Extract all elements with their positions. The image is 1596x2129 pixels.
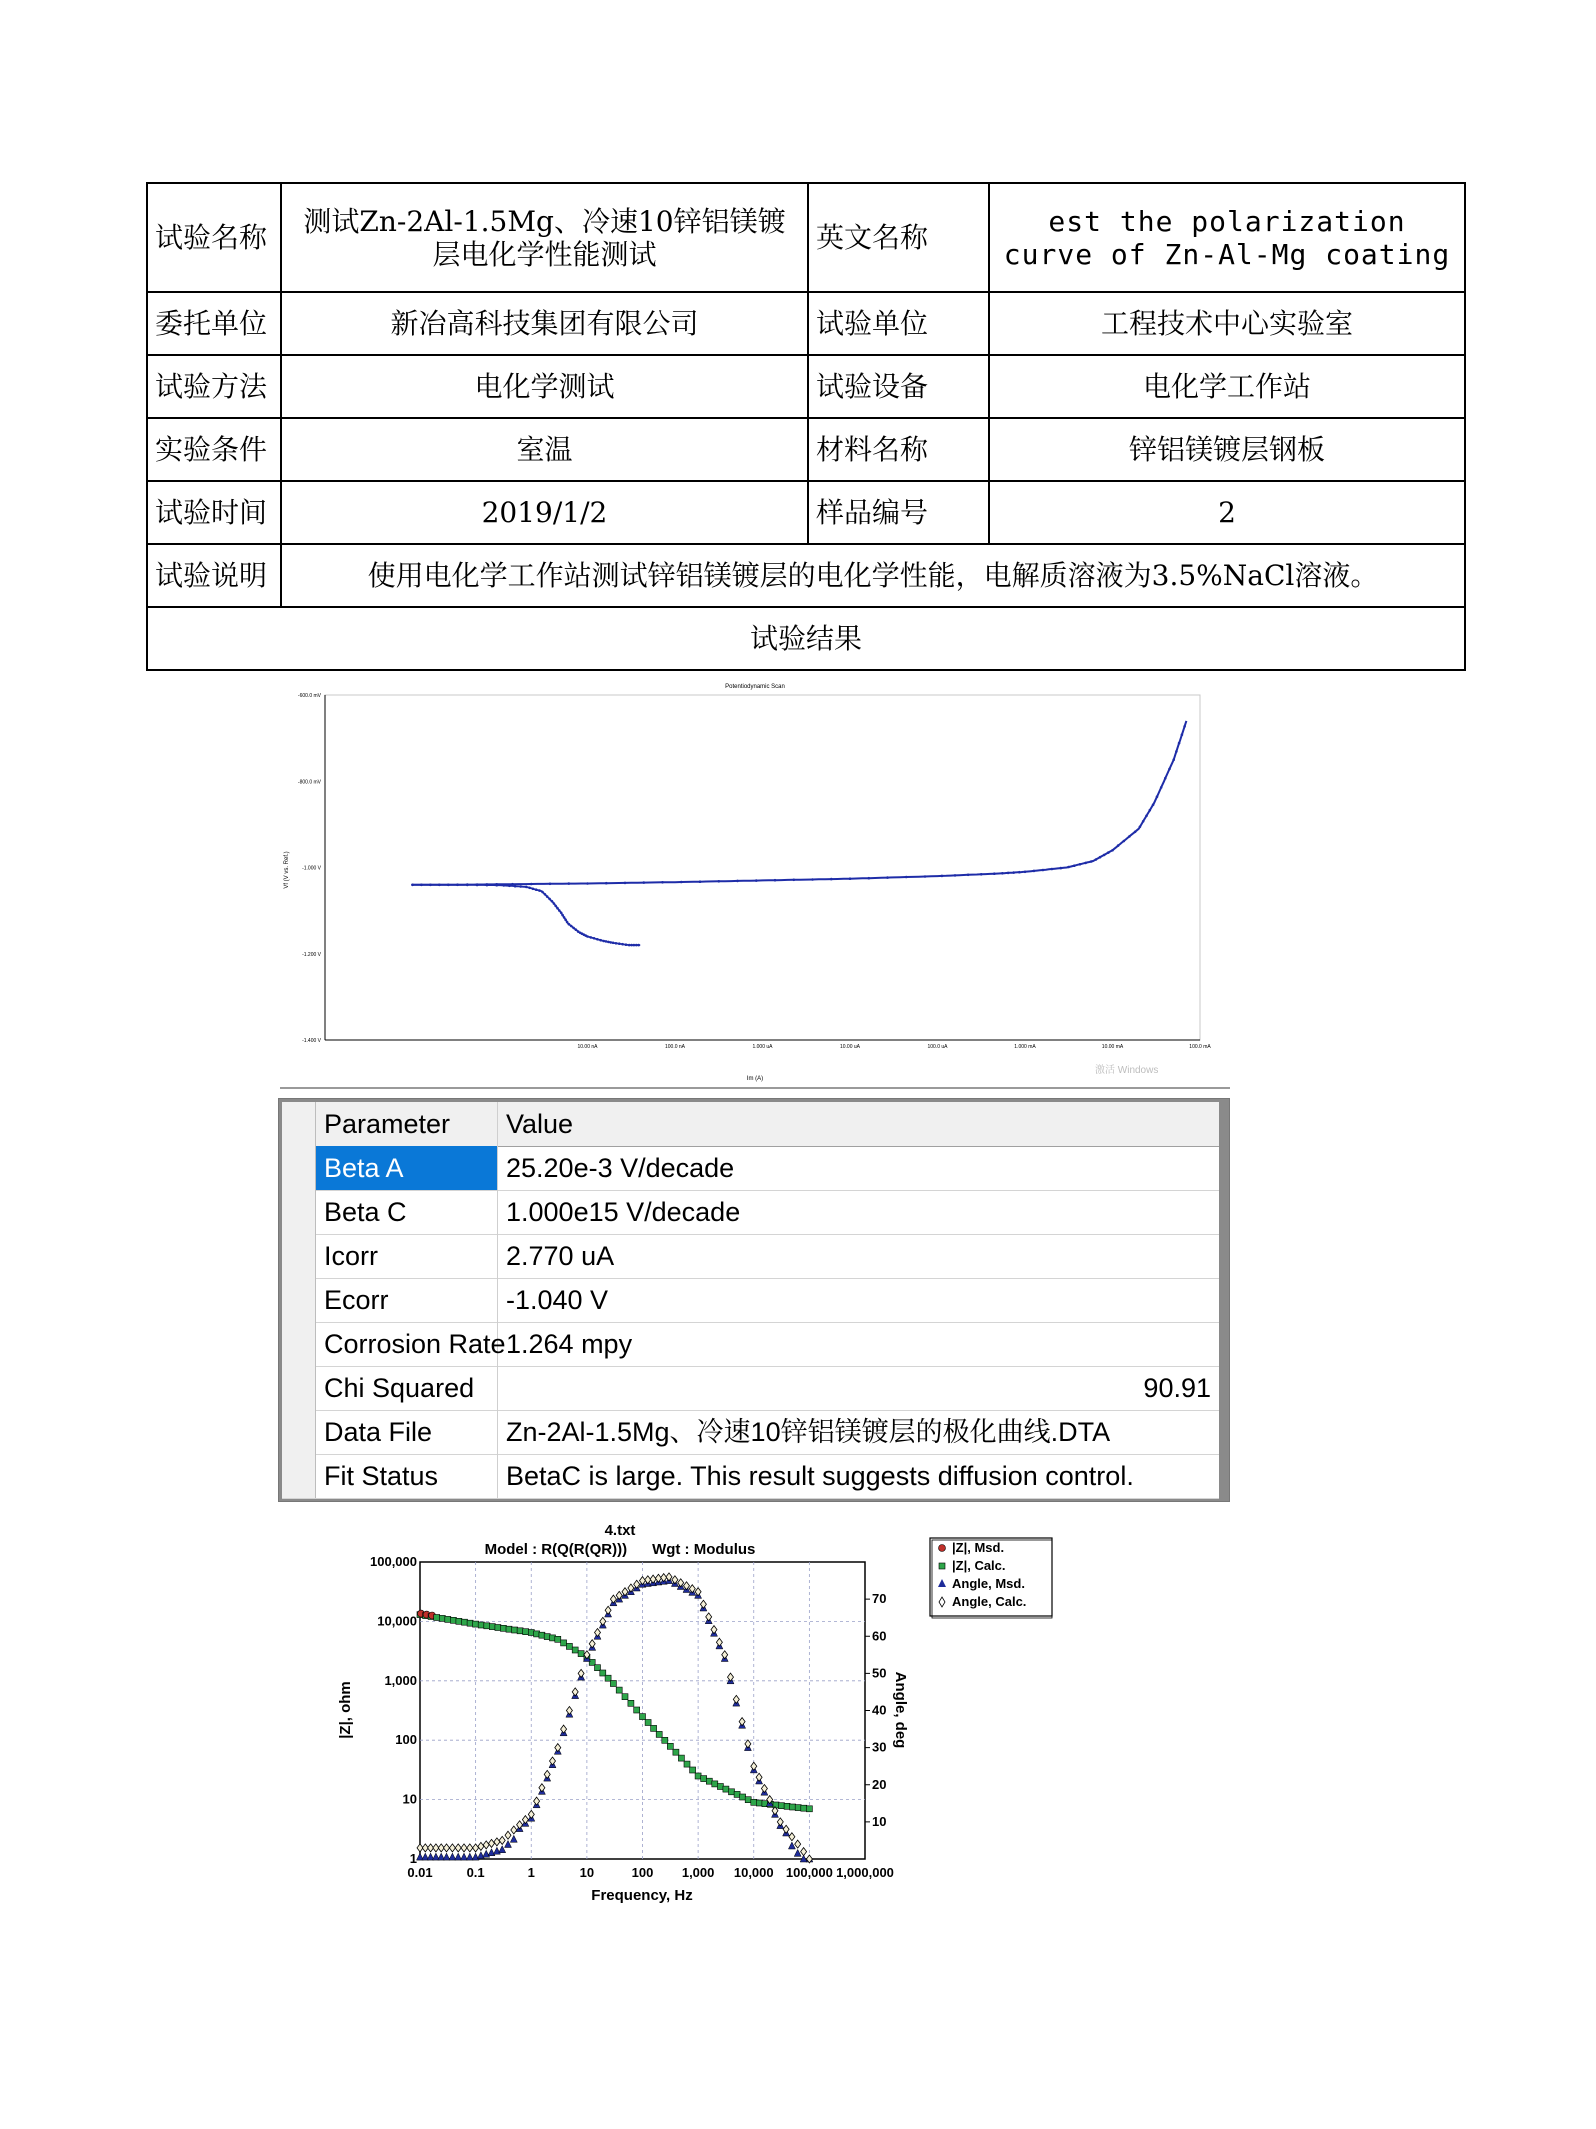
row-selector[interactable]	[282, 1410, 316, 1454]
y-tick-label: 100	[395, 1732, 417, 1748]
z-calc-point	[456, 1618, 462, 1624]
info-value: 电化学测试	[281, 355, 808, 418]
parameter-value[interactable]: -1.040 V	[506, 1285, 609, 1315]
z-calc-point	[790, 1804, 796, 1810]
z-calc-point	[678, 1755, 684, 1761]
y2-tick-label: 70	[872, 1591, 887, 1607]
grid-row[interactable]	[282, 1190, 1219, 1235]
info-row	[147, 183, 1465, 292]
z-calc-point	[445, 1616, 451, 1622]
x-tick-label: 100.0 nA	[664, 1044, 686, 1050]
z-calc-point	[784, 1803, 790, 1809]
header-value[interactable]: Value	[498, 1102, 1219, 1146]
parameter-name[interactable]: Corrosion Rate	[316, 1322, 498, 1366]
row-selector[interactable]	[282, 1366, 316, 1410]
z-calc-point	[734, 1791, 740, 1797]
x-tick-label: 100.0 mA	[1189, 1044, 1211, 1050]
info-label: 样品编号	[808, 481, 989, 544]
data-point	[1107, 851, 1110, 854]
data-point	[568, 882, 571, 885]
data-point	[1152, 803, 1155, 806]
data-point	[572, 927, 575, 930]
x-tick-label: 10	[579, 1865, 595, 1880]
data-point	[541, 891, 544, 894]
x-tick-label: 1,000,000	[836, 1865, 894, 1880]
data-point	[535, 888, 538, 891]
data-point	[411, 884, 414, 887]
data-point	[941, 875, 944, 878]
parameter-value[interactable]: 1.264 mpy	[506, 1329, 633, 1359]
data-point	[628, 944, 631, 947]
info-row	[147, 418, 1465, 481]
data-point	[514, 885, 517, 888]
data-point	[980, 873, 983, 876]
data-point	[551, 900, 554, 903]
y2-tick-label: 10	[872, 1813, 887, 1829]
info-value: 工程技术中心实验室	[989, 292, 1465, 355]
y-tick-label: -800.0 mV	[297, 779, 321, 786]
z-calc-point	[517, 1628, 523, 1634]
z-calc-point	[640, 1714, 646, 1720]
chart-title: Potentiodynamic Scan	[725, 684, 785, 690]
legend-symbol	[939, 1545, 946, 1552]
data-point	[615, 942, 618, 945]
parameter-value[interactable]: 1.000e15 V/decade	[506, 1197, 741, 1227]
y-tick-label: 1	[409, 1851, 417, 1866]
y-tick-label: -1.000 V	[302, 865, 321, 872]
z-calc-point	[684, 1761, 690, 1767]
z-calc-point	[434, 1615, 440, 1621]
y2-tick-label: 20	[872, 1776, 887, 1792]
data-point	[621, 943, 624, 946]
chart-title: 4.txt	[604, 1522, 636, 1539]
z-calc-point	[484, 1623, 490, 1629]
z-calc-point	[523, 1629, 529, 1635]
data-point	[602, 940, 605, 943]
info-row	[147, 292, 1465, 355]
y-tick-label: -1.400 V	[302, 1038, 321, 1044]
z-calc-point	[717, 1784, 723, 1790]
z-calc-point	[751, 1799, 757, 1805]
result-heading: 试验结果	[147, 607, 1465, 670]
data-point	[1033, 870, 1036, 873]
data-point	[993, 872, 996, 875]
data-point	[1084, 862, 1087, 865]
data-point	[1042, 869, 1045, 872]
data-point	[596, 938, 599, 941]
x-tick-label: 100.0 uA	[927, 1044, 948, 1050]
info-label: 英文名称	[808, 183, 989, 292]
x-tick-label: 1,000	[681, 1865, 715, 1880]
x-tick-label: 10.00 nA	[577, 1044, 598, 1050]
x-tick-label: 1	[527, 1865, 535, 1880]
info-row	[147, 481, 1465, 544]
data-point	[519, 885, 522, 888]
header-parameter[interactable]: Parameter	[316, 1102, 498, 1146]
z-calc-point	[512, 1627, 518, 1633]
z-calc-point	[473, 1621, 479, 1627]
data-point	[755, 879, 758, 882]
y2-tick-label: 30	[872, 1739, 887, 1755]
experiment-info-table	[146, 182, 1466, 671]
data-point	[1139, 826, 1142, 829]
data-point	[661, 881, 664, 884]
data-point	[566, 921, 569, 924]
z-calc-point	[651, 1725, 657, 1731]
info-value: 室温	[281, 418, 808, 481]
z-calc-point	[712, 1781, 718, 1787]
parameter-value[interactable]: 90.91	[1143, 1373, 1211, 1403]
data-point	[1067, 866, 1070, 869]
grid-row[interactable]	[282, 1278, 1219, 1323]
data-point	[1134, 831, 1137, 834]
z-calc-point	[667, 1743, 673, 1749]
data-point	[736, 880, 739, 883]
y-tick-label: 10,000	[377, 1613, 417, 1629]
row-selector[interactable]	[282, 1190, 316, 1234]
data-point	[1145, 815, 1148, 818]
legend-entry: |Z|, Calc.	[952, 1558, 1006, 1573]
data-point	[635, 944, 638, 947]
grid-row[interactable]	[282, 1366, 1219, 1411]
data-point	[1007, 872, 1010, 875]
grid-header-row	[282, 1102, 1219, 1147]
y-tick-label: 1,000	[384, 1672, 417, 1688]
z-calc-point	[555, 1636, 561, 1642]
row-selector[interactable]	[282, 1146, 316, 1190]
z-calc-point	[628, 1700, 634, 1706]
info-row-result	[147, 607, 1465, 670]
data-point	[1099, 856, 1102, 859]
y2-axis-label: Angle, deg	[892, 1671, 909, 1749]
info-label: 实验条件	[147, 418, 281, 481]
info-value: 测试Zn-2Al-1.5Mg、冷速10锌铝镁镀层电化学性能测试	[281, 183, 808, 292]
data-point	[508, 885, 511, 888]
data-point	[593, 937, 596, 940]
info-table-body	[147, 183, 1465, 670]
data-point	[1149, 809, 1152, 812]
data-point	[718, 880, 721, 883]
z-calc-point	[478, 1622, 484, 1628]
data-point	[599, 939, 602, 942]
z-calc-point	[656, 1731, 662, 1737]
data-point	[420, 884, 423, 887]
z-calc-point	[729, 1789, 735, 1795]
data-point	[429, 884, 432, 887]
data-point	[530, 883, 533, 886]
data-point	[447, 884, 450, 887]
z-calc-point	[622, 1694, 628, 1700]
data-point	[563, 916, 566, 919]
x-tick-label: 10.00 mA	[1101, 1044, 1124, 1050]
fit-parameter-grid	[278, 1098, 1230, 1502]
parameter-value[interactable]: 2.770 uA	[506, 1241, 615, 1271]
z-calc-point	[723, 1786, 729, 1792]
info-label: 试验名称	[147, 183, 281, 292]
polarization-curve-chart	[280, 680, 1230, 1090]
data-point	[643, 881, 646, 884]
parameter-value[interactable]: 25.20e-3 V/decade	[506, 1153, 735, 1183]
z-calc-point	[756, 1800, 762, 1806]
description-label: 试验说明	[147, 544, 281, 607]
y-tick-label: -1.200 V	[302, 951, 321, 958]
data-point	[1156, 795, 1159, 798]
data-point	[570, 925, 573, 928]
data-point	[1142, 820, 1145, 823]
data-point	[568, 923, 571, 926]
y-axis-label: |Z|, ohm	[337, 1681, 354, 1739]
data-point	[590, 936, 593, 939]
z-calc-point	[801, 1805, 807, 1811]
data-point	[609, 941, 612, 944]
data-point	[618, 942, 621, 945]
data-point	[586, 935, 589, 938]
data-point	[1128, 835, 1131, 838]
row-selector[interactable]	[282, 1278, 316, 1322]
z-calc-point	[673, 1749, 679, 1755]
data-point	[868, 877, 871, 880]
data-point	[560, 912, 563, 915]
x-tick-label: 1.000 uA	[752, 1044, 773, 1050]
data-point	[1001, 872, 1004, 875]
info-row-description	[147, 544, 1465, 607]
data-point	[1103, 854, 1106, 857]
x-axis-label: Frequency, Hz	[591, 1887, 693, 1904]
info-value: 新冶高科技集团有限公司	[281, 292, 808, 355]
y-axis-label: Vf (V vs. Ref.)	[284, 851, 290, 889]
data-point	[554, 905, 557, 908]
data-point	[612, 942, 615, 945]
data-point	[503, 884, 506, 887]
info-row	[147, 355, 1465, 418]
data-point	[905, 876, 908, 879]
data-point	[849, 877, 852, 880]
legend-entry: Angle, Msd.	[952, 1576, 1025, 1591]
data-point	[637, 944, 640, 947]
data-point	[532, 888, 535, 891]
info-value: 2	[989, 481, 1465, 544]
data-point	[625, 943, 628, 946]
data-point	[1051, 868, 1054, 871]
data-point	[967, 874, 970, 877]
grid-row[interactable]	[282, 1322, 1219, 1367]
data-point	[1168, 768, 1171, 771]
y-tick-label: 10	[402, 1791, 417, 1807]
data-point	[1018, 871, 1021, 874]
z-calc-point	[662, 1737, 668, 1743]
data-point	[680, 881, 683, 884]
info-label: 材料名称	[808, 418, 989, 481]
z-calc-point	[645, 1720, 651, 1726]
z-calc-point	[779, 1803, 785, 1809]
x-tick-label: 10,000	[733, 1865, 774, 1880]
data-point	[456, 884, 459, 887]
data-point	[830, 878, 833, 881]
data-point	[553, 902, 556, 905]
grid-row[interactable]	[282, 1410, 1219, 1455]
legend-entry: |Z|, Msd.	[952, 1540, 1005, 1555]
data-point	[1181, 733, 1184, 736]
data-point	[556, 907, 559, 910]
z-calc-point	[572, 1647, 578, 1653]
info-label: 试验设备	[808, 355, 989, 418]
info-value: 锌铝镁镀层钢板	[989, 418, 1465, 481]
data-point	[1090, 860, 1093, 863]
data-point	[1183, 725, 1186, 728]
data-point	[561, 914, 564, 917]
info-value: est the polarization curve of Zn-Al-Mg coating	[989, 183, 1465, 292]
z-calc-point	[439, 1615, 445, 1621]
data-point	[1095, 858, 1098, 861]
z-calc-point	[616, 1687, 622, 1693]
z-calc-point	[740, 1794, 746, 1800]
data-point	[546, 895, 549, 898]
data-point	[495, 884, 498, 887]
parameter-value[interactable]: Zn-2Al-1.5Mg、冷速10锌铝镁镀层的极化曲线.DTA	[506, 1417, 1111, 1447]
z-calc-point	[610, 1681, 616, 1687]
grid-row[interactable]	[282, 1454, 1219, 1499]
z-calc-point	[500, 1625, 506, 1631]
y2-tick-label: 50	[872, 1665, 887, 1681]
info-label: 试验时间	[147, 481, 281, 544]
data-point	[699, 880, 702, 883]
row-selector-header[interactable]	[282, 1102, 316, 1146]
y2-tick-label: 60	[872, 1628, 887, 1644]
parameter-name[interactable]: Icorr	[316, 1234, 498, 1278]
data-point	[605, 882, 608, 885]
parameter-name[interactable]: Beta A	[316, 1146, 498, 1190]
z-calc-point	[706, 1778, 712, 1784]
watermark-text: 激活 Windows	[1095, 1065, 1159, 1076]
y-tick-label: 100,000	[370, 1554, 417, 1569]
data-point	[466, 884, 469, 887]
data-point	[633, 944, 636, 947]
data-point	[564, 918, 567, 921]
data-point	[793, 879, 796, 882]
row-selector[interactable]	[282, 1322, 316, 1366]
info-value: 电化学工作站	[989, 355, 1465, 418]
x-tick-label: 0.01	[407, 1865, 433, 1880]
z-calc-point	[462, 1619, 468, 1625]
z-calc-point	[578, 1651, 584, 1657]
row-selector[interactable]	[282, 1454, 316, 1498]
data-point	[549, 883, 552, 886]
data-point	[605, 940, 608, 943]
grid-row[interactable]	[282, 1234, 1219, 1279]
info-label: 试验单位	[808, 292, 989, 355]
z-calc-point	[495, 1625, 501, 1631]
grid-body	[282, 1102, 1219, 1498]
data-point	[1111, 849, 1114, 852]
info-value: 2019/1/2	[281, 481, 808, 544]
data-point	[774, 879, 777, 882]
data-point	[1073, 864, 1076, 867]
data-point	[1172, 758, 1175, 761]
data-point	[476, 884, 479, 887]
row-selector[interactable]	[282, 1234, 316, 1278]
x-tick-label: 1.000 mA	[1014, 1044, 1036, 1050]
y2-tick-label: 40	[872, 1702, 887, 1718]
z-calc-point	[695, 1773, 701, 1779]
impedance-bode-chart	[330, 1520, 1070, 1910]
z-calc-point	[450, 1617, 456, 1623]
description-value: 使用电化学工作站测试锌铝镁镀层的电化学性能，电解质溶液为3.5%NaCl溶液。	[281, 544, 1465, 607]
x-tick-label: 100,000	[785, 1865, 833, 1880]
x-tick-label: 100	[631, 1865, 654, 1880]
parameter-name[interactable]: Ecorr	[316, 1278, 498, 1322]
data-point	[886, 876, 889, 879]
x-tick-label: 0.1	[466, 1865, 485, 1880]
data-point	[1117, 844, 1120, 847]
chart-subtitle: Model : R(Q(R(QR))) Wgt : Modulus	[484, 1541, 756, 1558]
data-point	[438, 884, 441, 887]
parameter-name[interactable]: Beta C	[316, 1190, 498, 1234]
z-calc-point	[795, 1805, 801, 1811]
z-calc-point	[561, 1640, 567, 1646]
data-point	[548, 898, 551, 901]
data-point	[558, 909, 561, 912]
data-point	[1024, 871, 1027, 874]
data-point	[575, 928, 578, 931]
data-point	[924, 875, 927, 878]
data-point	[1160, 786, 1163, 789]
parameter-name[interactable]: Fit Status	[316, 1454, 498, 1498]
data-point	[630, 944, 633, 947]
info-label: 试验方法	[147, 355, 281, 418]
data-point	[1079, 863, 1082, 866]
z-calc-point	[690, 1767, 696, 1773]
z-calc-point	[566, 1643, 572, 1649]
z-calc-point	[506, 1626, 512, 1632]
z-calc-point	[773, 1802, 779, 1808]
data-point	[1123, 840, 1126, 843]
data-point	[1175, 750, 1178, 753]
z-calc-point	[806, 1806, 812, 1812]
data-point	[624, 882, 627, 885]
z-calc-point	[489, 1624, 495, 1630]
legend-entry: Angle, Calc.	[952, 1594, 1027, 1609]
data-point	[954, 874, 957, 877]
data-point	[1012, 871, 1015, 874]
y-tick-label: -600.0 mV	[297, 693, 321, 699]
data-point	[1178, 742, 1181, 745]
data-point	[538, 889, 541, 892]
data-point	[528, 887, 531, 890]
x-tick-label: 10.00 uA	[839, 1044, 861, 1050]
grid-row[interactable]	[282, 1146, 1219, 1191]
parameter-name[interactable]: Chi Squared	[316, 1366, 498, 1410]
data-point	[486, 884, 489, 887]
data-point	[525, 886, 528, 889]
z-calc-point	[745, 1797, 751, 1803]
data-point	[1060, 867, 1063, 870]
z-calc-point	[701, 1776, 707, 1782]
parameter-value[interactable]: BetaC is large. This result suggests diffusion control.	[506, 1461, 1134, 1491]
z-calc-point	[634, 1707, 640, 1713]
data-point	[586, 882, 589, 885]
data-point	[811, 878, 814, 881]
data-point	[1164, 777, 1167, 780]
z-calc-point	[467, 1620, 473, 1626]
data-point	[544, 893, 547, 896]
x-axis-label: Im (A)	[746, 1076, 764, 1082]
info-label: 委托单位	[147, 292, 281, 355]
parameter-name[interactable]: Data File	[316, 1410, 498, 1454]
chart-legend	[930, 1538, 1052, 1618]
legend-symbol	[939, 1563, 945, 1569]
data-point	[607, 941, 610, 944]
